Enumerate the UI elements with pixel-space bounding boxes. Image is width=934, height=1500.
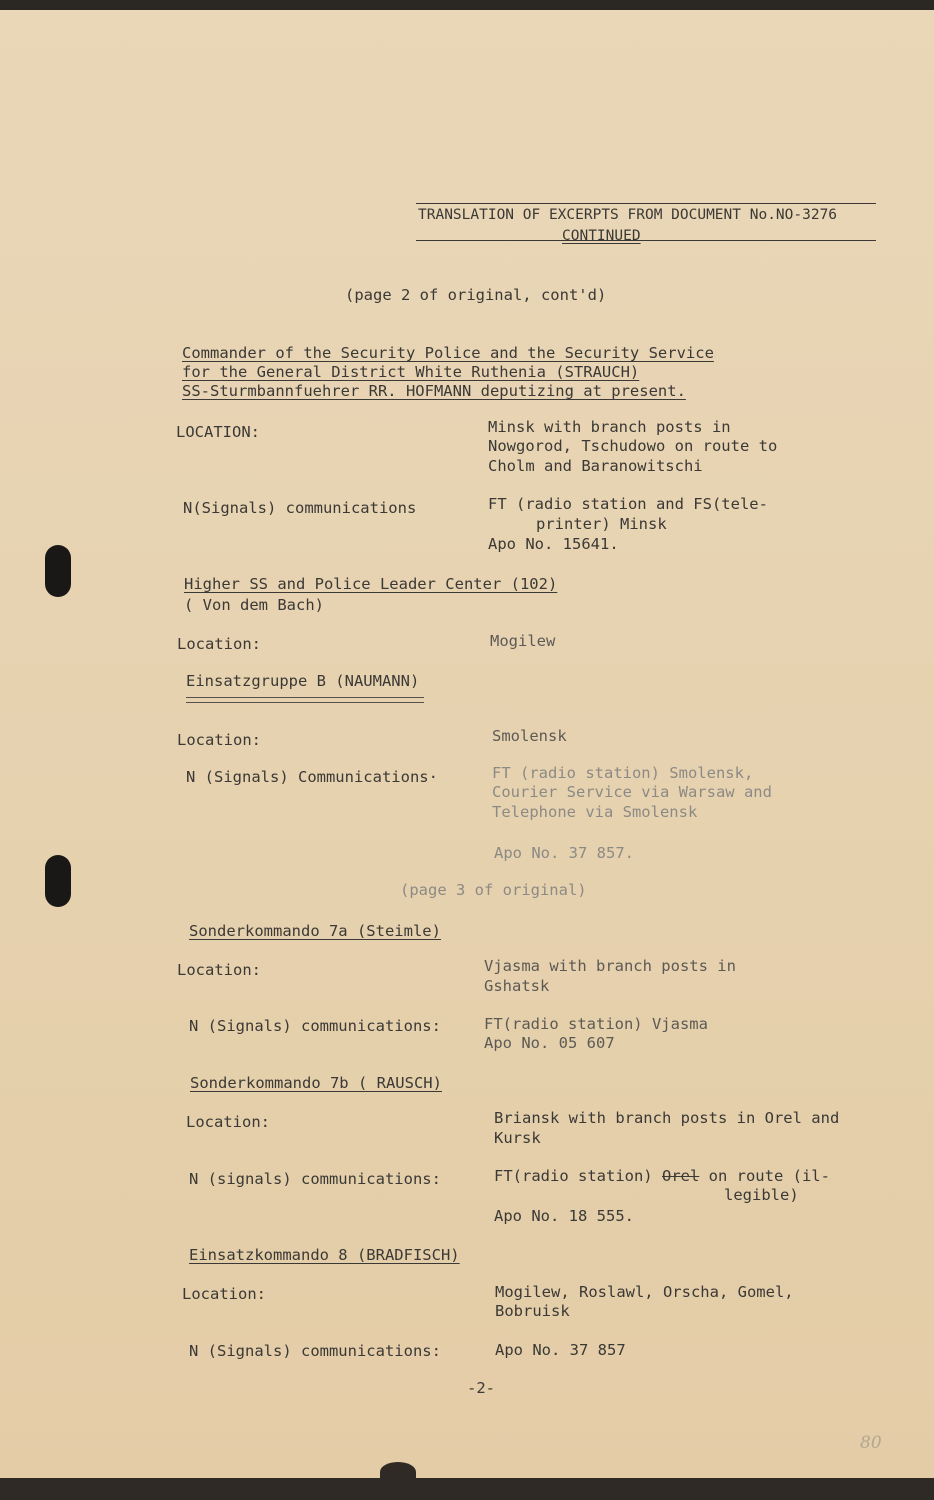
section6-comm-value: Apo No. 37 857 <box>495 1341 626 1359</box>
section5-comm-label: N (signals) communications: <box>189 1170 441 1188</box>
section2-location-label: Location: <box>177 635 261 653</box>
section3-location-label: Location: <box>177 731 261 749</box>
section1-location-line3: Cholm and Baranowitschi <box>488 457 703 475</box>
pencil-mark: 80 <box>860 1433 882 1453</box>
section5-location-line1: Briansk with branch posts in Orel and <box>494 1109 840 1127</box>
section3-comm-line2: Courier Service via Warsaw and <box>492 783 772 801</box>
section6-comm-label: N (Signals) communications: <box>189 1342 441 1360</box>
punch-hole-upper <box>45 545 71 597</box>
section6-location-line1: Mogilew, Roslawl, Orscha, Gomel, <box>495 1283 794 1301</box>
header-continued: CONTINUED <box>562 228 641 244</box>
section5-comm-post: on route (il- <box>699 1167 830 1185</box>
scan-edge-top <box>0 0 934 10</box>
section5-comm-struck: Orel <box>661 1167 700 1185</box>
section4-location-line1: Vjasma with branch posts in <box>484 957 736 975</box>
section6-location-label: Location: <box>182 1285 266 1303</box>
section5-comm-pre: FT(radio station) <box>494 1167 662 1185</box>
section4-location-line2: Gshatsk <box>484 977 550 995</box>
section5-location-label: Location: <box>186 1113 270 1131</box>
scan-edge-bottom <box>0 1478 934 1500</box>
section3-location-value: Smolensk <box>492 727 567 745</box>
section5-comm-line1 <box>494 1166 830 1186</box>
section1-location-label: LOCATION: <box>176 423 260 441</box>
header-rule-bottom <box>416 240 876 241</box>
page-number: -2- <box>467 1379 495 1397</box>
section1-comm-label: N(Signals) communications <box>183 499 417 517</box>
section1-comm-line2: printer) Minsk <box>536 515 667 533</box>
section4-comm-label: N (Signals) communications: <box>189 1017 441 1035</box>
section3-heading: Einsatzgruppe B (NAUMANN) <box>186 672 420 690</box>
section6-location-line2: Bobruisk <box>495 1302 570 1320</box>
section3-comm-line1: FT (radio station) Smolensk, <box>492 764 754 782</box>
section5-heading: Sonderkommando 7b ( RAUSCH) <box>190 1074 442 1092</box>
punch-hole-lower <box>45 855 71 907</box>
header-title: TRANSLATION OF EXCERPTS FROM DOCUMENT No.NO-3276 <box>418 207 838 223</box>
section3-apo: Apo No. 37 857. <box>494 844 634 862</box>
section4-comm-line1: FT(radio station) Vjasma <box>484 1015 708 1033</box>
section2-heading-line2: ( Von dem Bach) <box>184 596 324 614</box>
section5-location-line2: Kursk <box>494 1129 541 1147</box>
section2-heading-line1: Higher SS and Police Leader Center (102) <box>184 575 558 593</box>
section1-heading-line1: Commander of the Security Police and the Security Service <box>182 344 714 362</box>
section1-location-line1: Minsk with branch posts in <box>488 418 731 436</box>
section5-comm-line2: legible) <box>724 1186 799 1204</box>
section1-comm-line1: FT (radio station and FS(tele- <box>488 495 768 513</box>
section6-heading: Einsatzkommando 8 (BRADFISCH) <box>189 1246 460 1264</box>
section4-comm-line2: Apo No. 05 607 <box>484 1034 615 1052</box>
page-note-top: (page 2 of original, cont'd) <box>345 286 607 304</box>
section3-comm-line3: Telephone via Smolensk <box>492 803 698 821</box>
section3-double-underline <box>186 697 424 703</box>
section1-comm-line3: Apo No. 15641. <box>488 535 619 553</box>
section1-location-line2: Nowgorod, Tschudowo on route to <box>488 437 778 455</box>
section4-location-label: Location: <box>177 961 261 979</box>
section4-heading: Sonderkommando 7a (Steimle) <box>189 922 441 940</box>
section3-comm-label: N (Signals) Communications· <box>186 768 438 786</box>
page-note-mid: (page 3 of original) <box>400 881 587 899</box>
section1-heading-line2: for the General District White Ruthenia (STRAUCH) <box>182 363 640 381</box>
section1-heading-line3: SS-Sturmbannfuehrer RR. HOFMANN deputizing at present. <box>182 382 686 400</box>
section5-apo: Apo No. 18 555. <box>494 1207 634 1225</box>
section2-location-value: Mogilew <box>490 632 556 650</box>
header-rule-top <box>416 203 876 204</box>
